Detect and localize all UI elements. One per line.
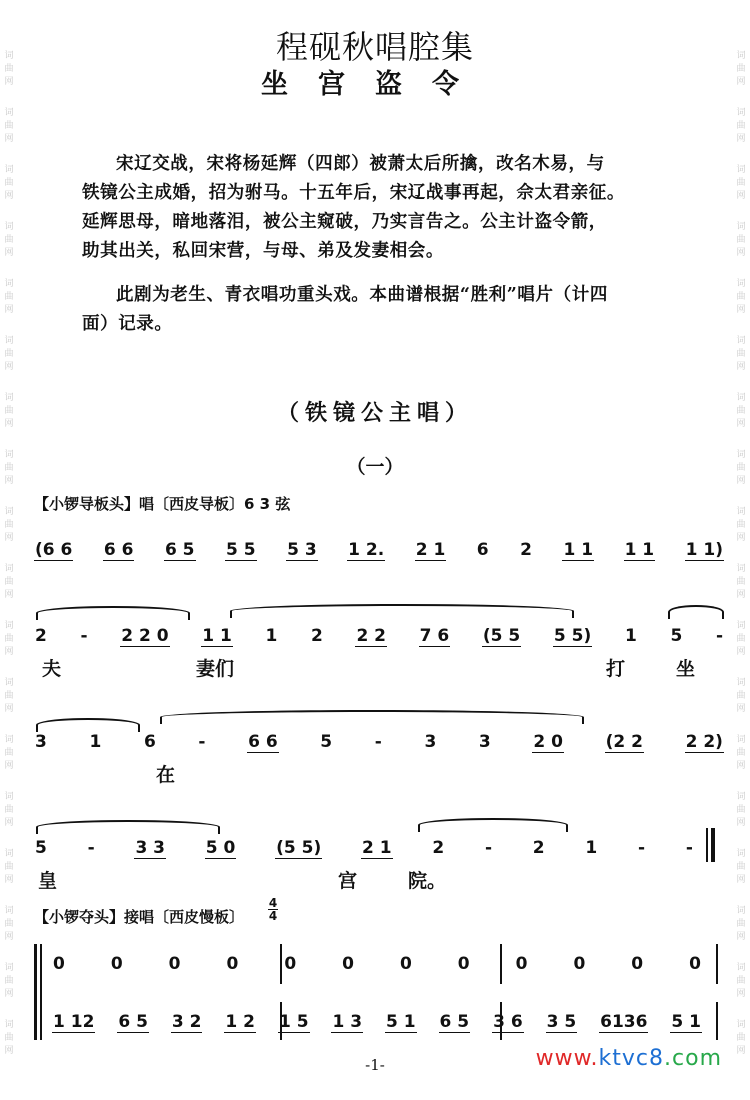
watermark-char: 词 bbox=[4, 849, 14, 859]
watermark-char: 曲 bbox=[736, 178, 746, 188]
note-group: - bbox=[198, 732, 206, 752]
note-group: 1 1) bbox=[685, 540, 723, 560]
note-group: (5 5) bbox=[276, 838, 322, 858]
watermark-column bbox=[2, 1019, 16, 1058]
note-group: 2 bbox=[520, 540, 532, 560]
note-group: 6 6 bbox=[248, 732, 278, 752]
intro-line: 宋辽交战，宋将杨延辉（四郎）被萧太后所擒，改名木易，与 bbox=[116, 154, 605, 174]
system-brace bbox=[34, 944, 37, 1040]
note-group: 1 5 bbox=[278, 1012, 309, 1032]
watermark-column bbox=[734, 791, 748, 830]
watermark-column bbox=[734, 905, 748, 944]
watermark-char: 网 bbox=[4, 1046, 14, 1056]
note-group: 1 3 bbox=[332, 1012, 363, 1032]
note-group: (6 6 bbox=[35, 540, 73, 560]
watermark-char: 网 bbox=[736, 476, 746, 486]
watermark-char: 网 bbox=[736, 362, 746, 372]
slur bbox=[36, 718, 140, 732]
watermark-char: 词 bbox=[4, 450, 14, 460]
note-group: 5 1 bbox=[386, 1012, 416, 1032]
slur bbox=[36, 606, 190, 620]
note-group: 1 2. bbox=[348, 540, 385, 560]
system-bar bbox=[40, 944, 42, 1040]
note-group: 6 bbox=[143, 732, 156, 752]
watermark-char: 曲 bbox=[4, 1033, 14, 1043]
watermark-char: 词 bbox=[736, 450, 746, 460]
watermark-char: 网 bbox=[736, 248, 746, 258]
watermark-char: 曲 bbox=[4, 577, 14, 587]
note-group: - bbox=[80, 626, 88, 646]
notation-line-5-lower bbox=[52, 1012, 702, 1033]
watermark-char: 网 bbox=[4, 932, 14, 942]
note-group: 5 bbox=[320, 732, 333, 752]
note-group: 2 bbox=[432, 838, 445, 858]
website-watermark bbox=[536, 1046, 722, 1071]
watermark-char: 词 bbox=[4, 222, 14, 232]
watermark-char: 曲 bbox=[736, 748, 746, 758]
watermark-char: 曲 bbox=[736, 976, 746, 986]
watermark-column bbox=[2, 791, 16, 830]
watermark-char: 曲 bbox=[4, 349, 14, 359]
watermark-char: 网 bbox=[736, 989, 746, 999]
note-group: 0 bbox=[53, 954, 65, 974]
watermark-char: 曲 bbox=[736, 634, 746, 644]
note-group: 1 12 bbox=[53, 1012, 95, 1032]
note-group: 2 2 bbox=[356, 626, 387, 646]
watermark-column bbox=[734, 1019, 748, 1058]
watermark-char: 网 bbox=[4, 305, 14, 315]
watermark-column bbox=[734, 848, 748, 887]
watermark-char: 网 bbox=[4, 761, 14, 771]
watermark-char: 曲 bbox=[736, 349, 746, 359]
watermark-char: 词 bbox=[4, 735, 14, 745]
watermark-char: 网 bbox=[4, 875, 14, 885]
website-part: www. bbox=[535, 1046, 599, 1071]
watermark-char: 曲 bbox=[4, 121, 14, 131]
watermark-char: 词 bbox=[736, 735, 746, 745]
note-group: 0 bbox=[399, 954, 412, 974]
watermark-char: 网 bbox=[4, 704, 14, 714]
watermark-column bbox=[2, 221, 16, 260]
watermark-char: 网 bbox=[736, 818, 746, 828]
lyric: 皇 bbox=[38, 870, 58, 892]
watermark-char: 网 bbox=[4, 989, 14, 999]
watermark-char: 词 bbox=[4, 621, 14, 631]
watermark-char: 曲 bbox=[4, 748, 14, 758]
watermark-char: 词 bbox=[4, 336, 14, 346]
watermark-char: 词 bbox=[736, 564, 746, 574]
note-group: 0 bbox=[689, 954, 701, 974]
note-group: 1 1 bbox=[202, 626, 232, 646]
watermark-char: 词 bbox=[736, 279, 746, 289]
note-group: 0 bbox=[573, 954, 586, 974]
watermark-char: 曲 bbox=[4, 406, 14, 416]
watermark-column bbox=[2, 278, 16, 317]
lyric: 夫 bbox=[42, 658, 62, 680]
watermark-char: 曲 bbox=[736, 691, 746, 701]
watermark-column bbox=[734, 734, 748, 773]
website-part: .com bbox=[664, 1046, 722, 1071]
lyric: 在 bbox=[156, 764, 176, 786]
note-group: 2 2 0 bbox=[121, 626, 169, 646]
watermark-char: 词 bbox=[736, 621, 746, 631]
slur bbox=[160, 710, 584, 724]
note-group: - bbox=[484, 838, 493, 858]
watermark-char: 词 bbox=[736, 963, 746, 973]
watermark-char: 曲 bbox=[4, 691, 14, 701]
note-group: (5 5 bbox=[482, 626, 521, 646]
section-mark: （一） bbox=[346, 456, 404, 478]
watermark-char: 网 bbox=[4, 590, 14, 600]
note-group: 0 bbox=[284, 954, 297, 974]
watermark-char: 词 bbox=[736, 222, 746, 232]
note-group: 3 bbox=[35, 732, 47, 752]
note-group: - bbox=[715, 626, 723, 646]
slur bbox=[668, 605, 724, 619]
watermark-char: 词 bbox=[736, 108, 746, 118]
note-group: 5 3 bbox=[287, 540, 317, 560]
watermark-char: 网 bbox=[736, 590, 746, 600]
final-barline bbox=[706, 828, 715, 862]
watermark-column bbox=[2, 848, 16, 887]
watermark-column bbox=[2, 734, 16, 773]
lyric: 妻们 bbox=[196, 658, 235, 680]
watermark-char: 曲 bbox=[736, 862, 746, 872]
watermark-column bbox=[734, 677, 748, 716]
note-group: 0 bbox=[342, 954, 354, 974]
lyric: 打 bbox=[606, 658, 626, 680]
watermark-char: 词 bbox=[4, 678, 14, 688]
watermark-char: 曲 bbox=[736, 121, 746, 131]
watermark-char: 词 bbox=[4, 165, 14, 175]
note-group: 0 bbox=[631, 954, 644, 974]
watermark-char: 网 bbox=[736, 647, 746, 657]
notation-line-1 bbox=[34, 540, 724, 561]
website-part: ktvc8 bbox=[598, 1046, 665, 1071]
watermark-char: 曲 bbox=[4, 805, 14, 815]
watermark-char: 网 bbox=[4, 362, 14, 372]
watermark-char: 网 bbox=[4, 134, 14, 144]
note-group: 6 6 bbox=[103, 540, 134, 560]
watermark-column bbox=[2, 506, 16, 545]
watermark-column bbox=[2, 962, 16, 1001]
watermark-char: 网 bbox=[736, 419, 746, 429]
watermark-char: 曲 bbox=[4, 862, 14, 872]
note-group: 2 1 bbox=[415, 540, 446, 560]
watermark-char: 曲 bbox=[4, 235, 14, 245]
notation-line-5-upper bbox=[52, 954, 702, 974]
note-group: 5 bbox=[670, 626, 683, 646]
watermark-column bbox=[734, 335, 748, 374]
slur bbox=[230, 604, 574, 618]
watermark-char: 曲 bbox=[736, 577, 746, 587]
watermark-char: 词 bbox=[4, 906, 14, 916]
note-group: 6 5 bbox=[439, 1012, 470, 1032]
slur bbox=[418, 818, 568, 832]
note-group: 5 1 bbox=[671, 1012, 701, 1032]
note-group: 2 0 bbox=[533, 732, 563, 752]
watermark-char: 词 bbox=[736, 792, 746, 802]
note-group: 1 bbox=[89, 732, 102, 752]
role-heading: （铁镜公主唱） bbox=[276, 400, 473, 426]
watermark-char: 网 bbox=[736, 77, 746, 87]
watermark-column bbox=[734, 620, 748, 659]
watermark-char: 曲 bbox=[736, 520, 746, 530]
watermark-char: 词 bbox=[736, 165, 746, 175]
note-group: - bbox=[685, 838, 693, 858]
notation-line-3 bbox=[34, 732, 724, 753]
lyric: 宫 bbox=[338, 870, 358, 892]
watermark-column bbox=[2, 677, 16, 716]
watermark-char: 曲 bbox=[736, 292, 746, 302]
note-group: 1 bbox=[624, 626, 637, 646]
note-group: - bbox=[638, 838, 646, 858]
note-group: 5 5 bbox=[226, 540, 256, 560]
watermark-char: 网 bbox=[736, 533, 746, 543]
watermark-char: 词 bbox=[4, 792, 14, 802]
note-group: 6 5 bbox=[164, 540, 195, 560]
notation-line-2 bbox=[34, 626, 724, 647]
note-group: (2 2 bbox=[605, 732, 643, 752]
note-group: - bbox=[87, 838, 95, 858]
watermark-char: 网 bbox=[4, 77, 14, 87]
watermark-char: 词 bbox=[736, 849, 746, 859]
watermark-char: 网 bbox=[736, 134, 746, 144]
note-group: 5 5) bbox=[553, 626, 592, 646]
note-group: 3 3 bbox=[135, 838, 166, 858]
note-group: 1 bbox=[265, 626, 278, 646]
watermark-column bbox=[734, 107, 748, 146]
watermark-char: 网 bbox=[736, 1046, 746, 1056]
watermark-char: 词 bbox=[736, 1020, 746, 1030]
watermark-char: 词 bbox=[736, 336, 746, 346]
watermark-char: 曲 bbox=[736, 64, 746, 74]
intro-line: 铁镜公主成婚，招为驸马。十五年后，宋辽战事再起，佘太君亲征。 bbox=[82, 183, 625, 203]
watermark-char: 曲 bbox=[4, 520, 14, 530]
watermark-column bbox=[2, 107, 16, 146]
barline bbox=[716, 944, 718, 984]
watermark-char: 词 bbox=[736, 51, 746, 61]
note-group: 1 bbox=[585, 838, 598, 858]
note-group: 6 bbox=[476, 540, 489, 560]
watermark-char: 词 bbox=[4, 963, 14, 973]
watermark-column bbox=[734, 962, 748, 1001]
page-title: 程砚秋唱腔集 bbox=[275, 28, 474, 66]
watermark-char: 词 bbox=[736, 678, 746, 688]
watermark-char: 网 bbox=[736, 932, 746, 942]
watermark-char: 曲 bbox=[736, 406, 746, 416]
watermark-char: 网 bbox=[4, 191, 14, 201]
score-header-1: 【小锣导板头】唱〔西皮导板〕6 3 弦 bbox=[34, 495, 291, 513]
note-group: 3 bbox=[478, 732, 491, 752]
watermark-char: 网 bbox=[4, 419, 14, 429]
watermark-column bbox=[734, 164, 748, 203]
watermark-char: 词 bbox=[4, 279, 14, 289]
watermark-char: 词 bbox=[736, 906, 746, 916]
watermark-char: 曲 bbox=[4, 463, 14, 473]
opera-title: 坐宫盗令 bbox=[261, 69, 489, 100]
watermark-char: 曲 bbox=[4, 178, 14, 188]
note-group: 0 bbox=[110, 954, 123, 974]
watermark-column bbox=[2, 164, 16, 203]
intro-line: 延辉思母，暗地落泪，被公主窥破，乃实言告之。公主计盗令箭， bbox=[82, 212, 607, 232]
watermark-char: 词 bbox=[4, 1020, 14, 1030]
watermark-char: 网 bbox=[4, 476, 14, 486]
watermark-char: 词 bbox=[4, 564, 14, 574]
note-group: 0 bbox=[515, 954, 528, 974]
intro-line: 助其出关，私回宋营，与母、弟及发妻相会。 bbox=[82, 241, 444, 261]
watermark-char: 词 bbox=[736, 393, 746, 403]
watermark-column bbox=[2, 563, 16, 602]
note-group: 2 1 bbox=[362, 838, 392, 858]
notation-line-4 bbox=[34, 838, 694, 859]
note-group: 3 2 bbox=[171, 1012, 202, 1032]
intro-line: 面）记录。 bbox=[82, 314, 173, 334]
note-group: 2 bbox=[532, 838, 545, 858]
watermark-column bbox=[2, 620, 16, 659]
note-group: 1 1 bbox=[624, 540, 655, 560]
watermark-char: 曲 bbox=[4, 292, 14, 302]
note-group: 3 6 bbox=[493, 1012, 523, 1032]
time-signature bbox=[268, 897, 278, 922]
watermark-char: 词 bbox=[736, 507, 746, 517]
watermark-char: 曲 bbox=[736, 919, 746, 929]
note-group: 6 5 bbox=[118, 1012, 148, 1032]
score-header-2: 【小锣夺头】接唱〔西皮慢板〕 bbox=[34, 908, 245, 926]
time-signature-bottom: 4 bbox=[268, 909, 278, 923]
watermark-column bbox=[2, 905, 16, 944]
note-group: 2 bbox=[35, 626, 47, 646]
watermark-char: 网 bbox=[4, 248, 14, 258]
watermark-char: 词 bbox=[4, 108, 14, 118]
barline bbox=[716, 1002, 718, 1040]
watermark-char: 曲 bbox=[736, 235, 746, 245]
note-group: 7 6 bbox=[419, 626, 450, 646]
note-group: 1 1 bbox=[563, 540, 594, 560]
page-number: -1- bbox=[365, 1056, 385, 1074]
lyric: 坐 bbox=[676, 658, 696, 680]
watermark-column bbox=[734, 563, 748, 602]
watermark-column bbox=[734, 278, 748, 317]
note-group: 5 0 bbox=[205, 838, 236, 858]
time-signature-top: 4 bbox=[268, 896, 278, 910]
note-group: 2 bbox=[310, 626, 323, 646]
note-group: 0 bbox=[457, 954, 470, 974]
watermark-column bbox=[734, 221, 748, 260]
note-group: 3 5 bbox=[546, 1012, 577, 1032]
note-group: 1 2 bbox=[225, 1012, 255, 1032]
lyric: 院。 bbox=[408, 870, 447, 892]
watermark-char: 词 bbox=[4, 393, 14, 403]
watermark-char: 网 bbox=[736, 875, 746, 885]
note-group: 5 bbox=[35, 838, 47, 858]
watermark-char: 网 bbox=[736, 191, 746, 201]
note-group: - bbox=[374, 732, 382, 752]
watermark-char: 曲 bbox=[4, 976, 14, 986]
watermark-char: 网 bbox=[736, 305, 746, 315]
watermark-char: 网 bbox=[4, 533, 14, 543]
watermark-char: 曲 bbox=[4, 64, 14, 74]
note-group: 0 bbox=[168, 954, 181, 974]
watermark-char: 曲 bbox=[736, 463, 746, 473]
watermark-char: 曲 bbox=[736, 1033, 746, 1043]
note-group: 3 bbox=[424, 732, 437, 752]
watermark-char: 曲 bbox=[4, 634, 14, 644]
watermark-char: 网 bbox=[4, 818, 14, 828]
watermark-column bbox=[2, 335, 16, 374]
watermark-char: 曲 bbox=[736, 805, 746, 815]
watermark-char: 网 bbox=[4, 647, 14, 657]
watermark-char: 曲 bbox=[4, 919, 14, 929]
watermark-column bbox=[734, 506, 748, 545]
intro-line: 此剧为老生、青衣唱功重头戏。本曲谱根据“胜利”唱片（计四 bbox=[116, 285, 608, 305]
slur bbox=[36, 820, 220, 834]
note-group: 2 2) bbox=[685, 732, 723, 752]
watermark-char: 词 bbox=[4, 51, 14, 61]
watermark-char: 网 bbox=[736, 761, 746, 771]
note-group: 6136 bbox=[600, 1012, 648, 1032]
watermark-char: 词 bbox=[4, 507, 14, 517]
note-group: 0 bbox=[226, 954, 239, 974]
watermark-char: 网 bbox=[736, 704, 746, 714]
